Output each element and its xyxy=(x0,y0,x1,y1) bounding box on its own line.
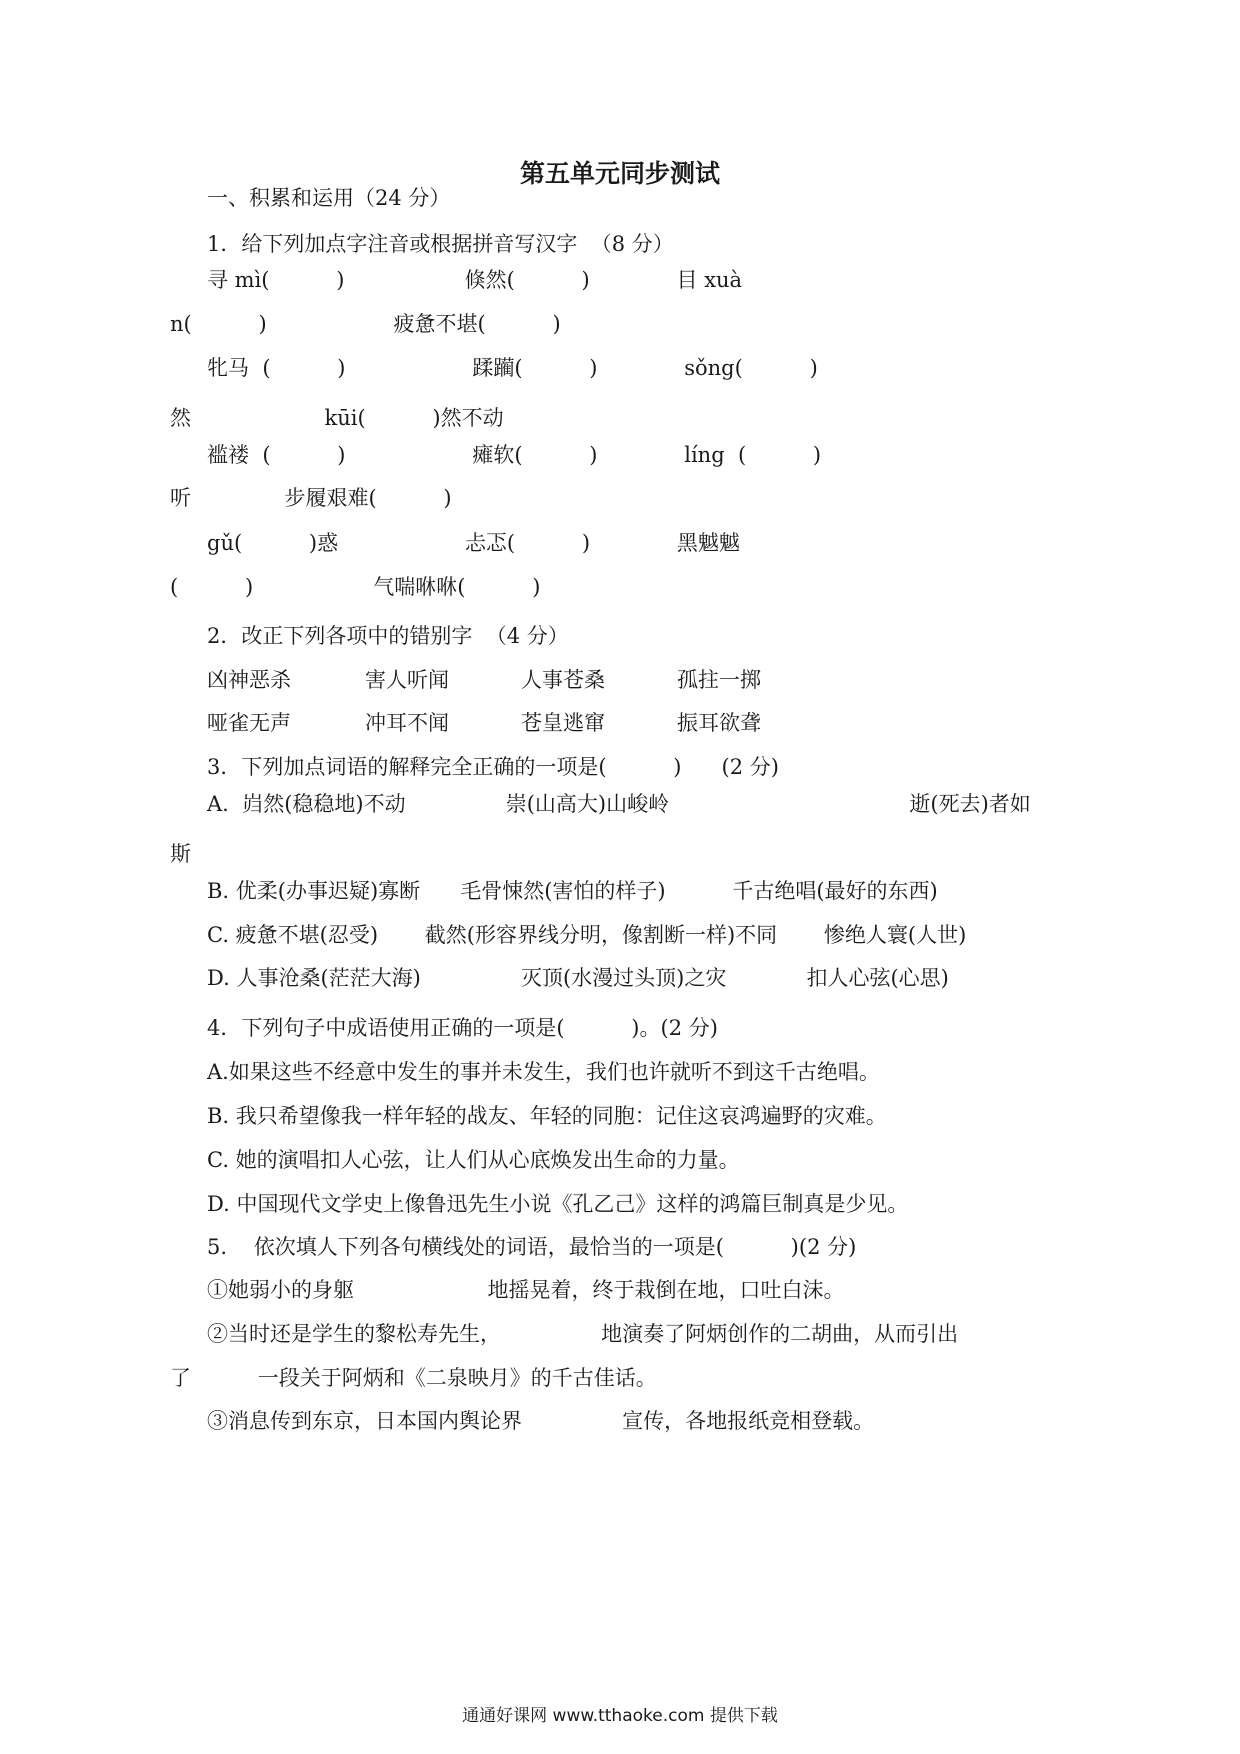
q5-sentence-3: ③消息传到东京，日本国内舆论界 宣传，各地报纸竞相登载。 xyxy=(207,1409,875,1433)
question-1-prompt: 1．给下列加点字注音或根据拼音写汉字 （8 分） xyxy=(207,232,674,256)
q2-item: 哑雀无声 xyxy=(207,711,291,735)
q2-item: 人事苍桑 xyxy=(521,668,605,692)
q4-option-d: D. 中国现代文学史上像鲁迅先生小说《孔乙己》这样的鸿篇巨制真是少见。 xyxy=(207,1192,909,1216)
section-heading: 一、积累和运用（24 分） xyxy=(207,186,451,210)
q4-option-c: C. 她的演唱扣人心弦，让人们从心底焕发出生命的力量。 xyxy=(207,1148,740,1172)
q4-option-b: B. 我只希望像我一样年轻的战友、年轻的同胞：记住这哀鸿遍野的灾难。 xyxy=(207,1104,887,1128)
question-4-prompt: 4．下列句子中成语使用正确的一项是( )。(2 分) xyxy=(207,1016,718,1040)
page-title: 第五单元同步测试 xyxy=(519,159,720,188)
q2-item: 苍皇逃窜 xyxy=(521,711,605,735)
q5-sentence-2-cont: 了 一段关于阿炳和《二泉映月》的千古佳话。 xyxy=(170,1366,657,1390)
q2-item: 害人听闻 xyxy=(365,668,449,692)
q2-item: 孤拄一掷 xyxy=(677,668,761,692)
q3-option-a: A. 岿然(稳稳地)不动 崇(山高大)山峻岭 逝(死去)者如 xyxy=(207,792,1031,816)
q2-item: 冲耳不闻 xyxy=(365,711,449,735)
q1-line: gǔ( )惑 忐忑( ) 黑魆魆 xyxy=(207,531,740,555)
q1-line: 牝马 ( ) 蹂躏( ) sǒng( ) xyxy=(207,356,818,380)
q2-item: 凶神恶杀 xyxy=(207,668,291,692)
question-2-prompt: 2．改正下列各项中的错别字 （4 分） xyxy=(207,624,569,648)
q1-line: 听 步履艰难( ) xyxy=(170,486,452,510)
q4-option-a: A.如果这些不经意中发生的事并未发生，我们也许就听不到这千古绝唱。 xyxy=(207,1060,880,1084)
q1-line: ( ) 气喘咻咻( ) xyxy=(170,575,541,599)
q5-sentence-1: ①她弱小的身躯 地摇晃着，终于栽倒在地，口吐白沫。 xyxy=(207,1278,845,1302)
q1-line: 褴褛 ( ) 瘫软( ) líng ( ) xyxy=(207,443,822,467)
q1-line: n( ) 疲惫不堪( ) xyxy=(170,312,561,336)
q3-option-a-cont: 斯 xyxy=(170,842,191,866)
q3-option-b: B. 优柔(办事迟疑)寡断 毛骨悚然(害怕的样子) 千古绝唱(最好的东西) xyxy=(207,879,938,903)
q1-line: 寻 mì( ) 倏然( ) 目 xuà xyxy=(207,268,743,292)
q3-option-d: D. 人事沧桑(茫茫大海) 灭顶(水漫过头顶)之灾 扣人心弦(心思) xyxy=(207,966,949,990)
q3-option-c: C. 疲惫不堪(忍受) 截然(形容界线分明，像割断一样)不同 惨绝人寰(人世) xyxy=(207,923,967,947)
footer-source: 通通好课网 www.tthaoke.com 提供下载 xyxy=(462,1706,778,1726)
q5-sentence-2: ②当时还是学生的黎松寿先生， 地演奏了阿炳创作的二胡曲，从而引出 xyxy=(207,1322,959,1346)
q1-line: 然 kūi( )然不动 xyxy=(170,406,504,430)
q2-item: 振耳欲聋 xyxy=(677,711,761,735)
question-3-prompt: 3．下列加点词语的解释完全正确的一项是( ) (2 分) xyxy=(207,755,779,779)
question-5-prompt: 5. 依次填人下列各句横线处的词语，最恰当的一项是( )(2 分) xyxy=(207,1235,857,1259)
